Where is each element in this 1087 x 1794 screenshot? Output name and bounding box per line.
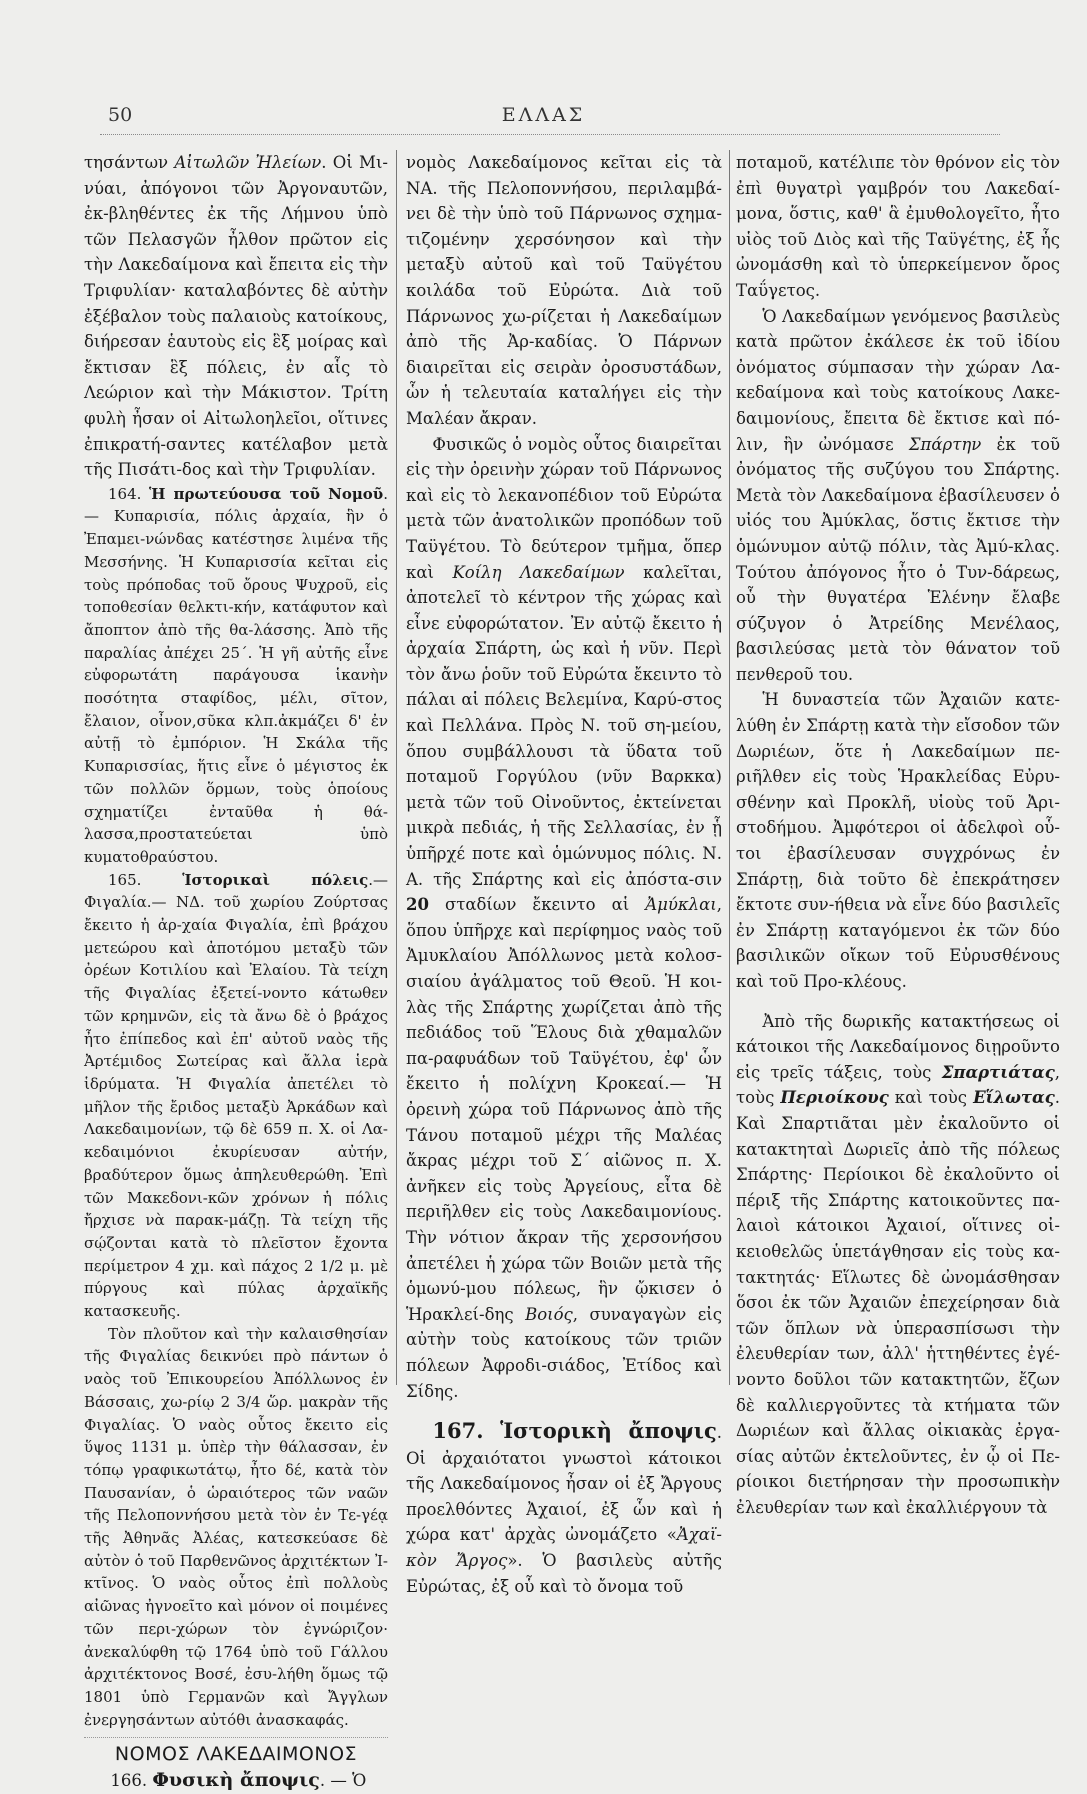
emphasis-boios: Βοιός (525, 1304, 573, 1324)
paragraph-nomos-location: νομὸς Λακεδαίμονος κεῖται εἰς τὰ ΝΑ. τῆς Πελοποννήσου, περιλαμβά-νει δὲ τὴν ὑπὸ τοῦ Πάρνωνος σχημα-τιζομένην χερσόνησον καὶ τὴν μεταξὺ αὐτοῦ καὶ τοῦ Ταϋγέτου κοιλάδα τοῦ Εὐρώτα. Διὰ τοῦ Πάρνωνος χω-ρίζεται ἡ Λακεδαίμων ἀπὸ τῆς Ἀρ-καδίας. Ὁ Πάρνων διαιρεῖται εἰς σειρὰν ὀροσυστάδων, ὧν ἡ τελευταία καταλήγει εἰς τὴν Μαλέαν ἄκραν. (406, 153, 722, 428)
column-divider-left (396, 150, 397, 1385)
section-heading: Ἡ πρωτεύουσα τοῦ Νομοῦ (149, 484, 384, 503)
section-divider (84, 1737, 388, 1738)
section-number: 166. (110, 1770, 153, 1790)
paragraph-physical-division: Φυσικῶς ὁ νομὸς οὗτος διαιρεῖται εἰς τὴν ὀρεινὴν χώραν τοῦ Πάρνωνος καὶ εἰς τὸ λεκανοπέδιον τοῦ Εὐρώτα μετὰ τῶν ἀνατολικῶν προπόδων τοῦ Ταϋγέτου. Τὸ δεύτερον τμῆμα, ὅπερ καὶ Κοίλη Λακεδαίμων καλεῖται, ἀποτελεῖ τὸ κέντρον τῆς χώρας καὶ εἶνε εὐφορώτατον. Ἐν αὐτῷ ἔκειτο ἡ ἀρχαία Σπάρτη, ὡς καὶ ἡ νῦν. Περὶ τὸν ἄνω ῥοῦν τοῦ Εὐρώτα ἔκειντο τὸ πάλαι αἱ πόλεις Βελεμίνα, Καρύ-στος καὶ Πελλάνα. Πρὸς Ν. τοῦ ση-μείου, ὅπου συμβάλλουσι τὰ ὕδατα τοῦ ποταμοῦ Γοργύλου (νῦν Βαρκκα) μετὰ τῶν τοῦ Οἰνοῦντος, ἐκτείνεται μικρὰ πεδιάς, ἡ τῆς Σελλασίας, ἐν ᾗ ὑπῆρχέ ποτε καὶ ὁμώνυμος πόλις. Ν. Α. τῆς Σπάρτης καὶ εἰς ἀπόστα-σιν 20 σταδίων ἔκειντο αἱ Ἀμύκλαι, ὅπου ὑπῆρχε καὶ περίφημος ναὸς τοῦ Ἀμυκλαίου Ἀπόλλωνος μετὰ κολοσ-σιαίου ἀγάλματος τοῦ Θεοῦ. Ἡ κοι-λὰς τῆς Σπάρτης χωρίζεται ἀπὸ τῆς πεδιάδος τοῦ Ἕλους διὰ χθαμαλῶν πα-ραφυάδων τοῦ Ταϋγέτου, ἐφ' ὧν ἔκειτο ἡ πολίχνη Κροκεαί.— Ἡ ὀρεινὴ χώρα τοῦ Πάρνωνος ἀπὸ τῆς Τάνου ποταμοῦ μέχρι τῆς Μαλέας ἄκρας μέχρι τοῦ Σ΄ αἰῶνος π. Χ. ἀνῆκεν εἰς τοὺς Ἀργείους, εἶτα δὲ περιῆλθεν εἰς τοὺς Λακεδαιμονίους. Τὴν νότιον ἄκραν τῆς χερσονήσου ἀπετέλει ἡ χώρα τῶν Βοιῶν μετὰ τῆς ὁμωνύ-μου πόλεως, ἣν ᾤκισεν ὁ Ἡρακλεί-δης Βοιός, συναγαγὼν εἰς αὐτὴν τοὺς κατοίκους τῶν τριῶν πόλεων Ἀφροδι-σιάδος, Ἐτίδος καὶ Σίδης. (406, 434, 722, 1401)
section-167: 167. Ἱστορικὴ ἄποψις. Οἱ ἀρχαιότατοι γνωστοὶ κάτοικοι τῆς Λακεδαίμονος ἦσαν οἱ ἐξ Ἄργους προελθόντες Ἀχαιοί, ἐξ ὧν καὶ ἡ χώρα κατ' ἀρχὰς ὠνομάζετο «Ἀχαϊ-κὸν Ἄργος». Ὁ βασιλεὺς αὐτῆς Εὐρώτας, ἐξ οὗ καὶ τὸ ὄνομα τοῦ (406, 1418, 722, 1596)
header-rule (100, 134, 1000, 135)
section-164: 164. Ἡ πρωτεύουσα τοῦ Νομοῦ.— Κυπαρισία, πόλις ἀρχαία, ἣν ὁ Ἐπαμει-νώνδας κατέστησε λιμένα τῆς Μεσσήνης. Ἡ Κυπαρισσία κεῖται εἰς τοὺς πρόποδας τοῦ ὄρους Ψυχροῦ, εἰς τοποθεσίαν θελκτι-κήν, κατάφυτον καὶ ἄποπτον ἀπὸ τῆς θα-λάσσης. Ἀπὸ τῆς παραλίας ἀπέχει 25΄. Ἡ γῆ αὐτῆς εἶνε εὐφορωτάτη παράγουσα ἱκανὴν ποσότητα σταφίδος, μέλι, σῖτον, ἔλαιον, οἶνον,σῦκα κλπ.ἀκμάζει δ' ἐν αὐτῇ τὸ ἐμπόριον. Ἡ Σκάλα τῆς Κυπαρισσίας, ἥτις εἶνε ὁ μέγιστος ἐκ τῶν πολλῶν ὅρμων, τοὺς ὁποίους σχηματίζει ἐνταῦθα ἡ θά-λασσα,προστατεύεται ὑπὸ κυματοθραύστου. 165. Ἱστορικαὶ πόλεις.— Φιγαλία.— ΝΔ. τοῦ χωρίου Ζούρτσας ἔκειτο ἡ ἀρ-χαία Φιγαλία, ἐπὶ βράχου μετεώρου καὶ ἀποτόμου μεταξὺ τῶν ὀρέων Κοτιλίου καὶ Ἐλαίου. Τὰ τείχη τῆς Φιγαλίας ἐξετεί-νοντο κάτωθεν τῶν κρημνῶν, εἰς τὰ ἄνω δὲ ὁ βράχος ἦτο ἐπίπεδος καὶ ἐπ' αὐτοῦ ναὸς τῆς Ἀρτέμιδος Σωτείρας καὶ ἄλλα ἱερὰ ἱδρύματα. Ἡ Φιγαλία ἀπετέλει τὸ μῆλον τῆς ἔριδος μεταξὺ Ἀρκάδων καὶ Λακεδαιμονίων, τῷ δὲ 659 π. Χ. οἱ Λα-κεδαιμόνιοι ἐκυρίευσαν αὐτήν, βραδύτερον ὅμως ἀπηλευθερώθη. Ἐπὶ τῶν Μακεδονι-κῶν χρόνων ἡ πόλις ἤρχισε νὰ παρακ-μάζῃ. Τὰ τείχη τῆς σῴζονται κατὰ τὸ πλεῖστον ἔχοντα περίμετρον 4 χμ. καὶ πάχος 2 1/2 μ. μὲ πύργους καὶ πύλας ἀρχαϊκῆς κατασκευῆς. (84, 484, 388, 1321)
nomos-section-title: ΝΟΜΟΣ ΛΑΚΕΔΑΙΜΟΝΟΣ (114, 1743, 358, 1766)
emphasis-aitoloeleioi: Αἰτωλῶν Ἠλείων (174, 153, 322, 172)
section-number: 165. (108, 870, 183, 889)
paragraph-lakedaimon-king: Ὁ Λακεδαίμων γενόμενος βασιλεὺς κατὰ πρῶτον ἐκάλεσε ἐκ τοῦ ἰδίου ὀνόματος σύμπασαν τὴν χώραν Λα-κεδαίμονα καὶ τοὺς κατοίκους Λακε-δαιμονίους, ἔπειτα δὲ ἔκτισε καὶ πό-λιν, ἣν ὠνόμασε Σπάρτην ἐκ τοῦ ὀνόματος τῆς συζύγου του Σπάρτης. Μετὰ τὸν Λακεδαίμονα ἐβασίλευσεν ὁ υἱός του Ἀμύκλας, ὅστις ἔκτισε τὴν ὁμώνυμον αὐτῷ πόλιν, τὰς Ἀμύ-κλας. Τούτου ἀπόγονος ἦτο ὁ Τυν-δάρεως, οὗ τὴν θυγατέρα Ἑλένην ἔλαβε σύζυγον ὁ Ἀτρείδης Μενέλαος, βασιλεύσας μετὰ τὸν θάνατον τοῦ πενθεροῦ του. (736, 306, 1061, 684)
paragraph-achaean-dynasty: Ἡ δυναστεία τῶν Ἀχαιῶν κατε-λύθη ἐν Σπάρτῃ κατὰ τὴν εἴσοδον τῶν Δωριέων, ὅτε ἡ Λακεδαίμων πε-ριῆλθεν εἰς τοὺς Ἡρακλείδας Εὐρυ-σθένην καὶ Προκλῆ, υἱοὺς τοῦ Ἀρι-στοδήμου. Ἀμφότεροι οἱ ἀδελφοὶ οὗ-τοι ἐβασίλευσαν συγχρόνως ἐν Σπάρτῃ, διὰ τοῦτο δὲ ἐπεκράτησεν ἔκτοτε συν-ήθεια νὰ εἶνε δύο βασιλεῖς ἐν Σπάρτῃ καταγόμενοι ἐκ τῶν δύο βασιλικῶν οἴκων τοῦ Εὐρυσθένους καὶ τοῦ Προ-κλέους. (736, 690, 1060, 991)
running-title: ΕΛΛΑΣ (501, 104, 586, 126)
emphasis-heilotes: Εἵλωτας (973, 1088, 1055, 1108)
emphasis-koile-lakedaimon: Κοίλη Λακεδαίμων (452, 562, 625, 582)
paragraph-taygetos: ποταμοῦ, κατέλιπε τὸν θρόνον εἰς τὸν ἐπὶ θυγατρὶ γαμβρόν του Λακεδαί-μονα, ὅστις, καθ' ἃ ἐμυθολογεῖτο, ἦτο υἱὸς τοῦ Διὸς καὶ τῆς Ταϋγέτης, ἐξ ἧς ὠνομάσθη καὶ τὸ ὑπερκείμενον ὄρος Ταΰγετος. (736, 153, 1060, 300)
paragraph-minyans: τησάντων Αἰτωλῶν Ἠλείων. Οἱ Μι-νύαι, ἀπόγονοι τῶν Ἀργοναυτῶν, ἐκ-βληθέντες ἐκ τῆς Λήμνου ὑπὸ τῶν Πελασγῶν ἦλθον πρῶτον εἰς τὴν Λακεδαίμονα καὶ ἔπειτα εἰς τὴν Τριφυλίαν· καταλαβόντες δὲ αὐτὴν ἐξέβαλον τοὺς παλαιοὺς κατοίκους, διήρεσαν ἑαυτοὺς εἰς ἓξ μοίρας καὶ ἔκτισαν ἓξ πόλεις, ἐν αἷς τὸ Λεώριον καὶ τὴν Μάκιστον. Τρίτη φυλὴ ἦσαν οἱ Αἰτωλοηλεῖοι, οἵτινες ἐπικρατή-σαντες κατέλαβον μετὰ τῆς Πισάτι-δος καὶ τὴν Τριφυλίαν. (84, 153, 388, 480)
emphasis-sparti: Σπάρτην (908, 434, 982, 454)
section-number: 167. (432, 1418, 501, 1444)
column-right (736, 150, 1061, 1517)
column-left: τησάντων Αἰτωλῶν Ἠλείων. Οἱ Μι-νύαι, ἀπόγονοι τῶν Ἀργοναυτῶν, ἐκ-βληθέντες ἐκ τῆς Λήμνου ὑπὸ τῶν Πελασγῶν ἦλθον πρῶτον εἰς τὴν Λακεδαίμονα καὶ ἔπειτα εἰς τὴν Τριφυλίαν· καταλαβόντες δὲ αὐτὴν ἐξέβαλον τοὺς παλαιοὺς κατοίκους, διήρεσαν ἑαυτοὺς εἰς ἓξ μοίρας καὶ ἔκτισαν ἓξ πόλεις, ἐν αἷς τὸ Λεώριον καὶ τὴν Μάκιστον. Τρίτη φυλὴ ἦσαν οἱ Αἰτωλοηλεῖοι, οἵτινες ἐπικρατή-σαντες κατέλαβον μετὰ τῆς Πισάτι-δος καὶ τὴν Τριφυλίαν. 164. Ἡ πρωτεύουσα τοῦ Νομοῦ.— Κυπαρισία, πόλις ἀρχαία, ἣν ὁ Ἐπαμει-νώνδας κατέστησε λιμένα τῆς Μεσσήνης. Ἡ Κυπαρισσία κεῖται εἰς τοὺς πρόποδας τοῦ ὄρους Ψυχροῦ, εἰς τοποθεσίαν θελκτι-κήν, κατάφυτον καὶ ἄποπτον ἀπὸ τῆς θα-λάσσης. Ἀπὸ τῆς παραλίας ἀπέχει 25΄. Ἡ γῆ αὐτῆς εἶνε εὐφορωτάτη παράγουσα ἱκανὴν ποσότητα σταφίδος, μέλι, σῖτον, ἔλαιον, οἶνον,σῦκα κλπ.ἀκμάζει δ' ἐν αὐτῇ τὸ ἐμπόριον. Ἡ Σκάλα τῆς Κυπαρισσίας, ἥτις εἶνε ὁ μέγιστος ἐκ τῶν πολλῶν ὅρμων, τοὺς ὁποίους σχηματίζει ἐνταῦθα ἡ θά-λασσα,προστατεύεται ὑπὸ κυματοθραύστου. 165. Ἱστορικαὶ πόλεις.— Φιγαλία.— ΝΔ. τοῦ χωρίου Ζούρτσας ἔκειτο ἡ ἀρ-χαία Φιγαλία, ἐπὶ βράχου μετεώρου καὶ ἀποτόμου μεταξὺ τῶν ὀρέων Κοτιλίου καὶ Ἐλαίου. Τὰ τείχη τῆς Φιγαλίας ἐξετεί-νοντο κάτωθεν τῶν κρημνῶν, εἰς τὰ ἄνω δὲ ὁ βράχος ἦτο ἐπίπεδος καὶ ἐπ' αὐτοῦ ναὸς τῆς Ἀρτέμιδος Σωτείρας καὶ ἄλλα ἱερὰ ἱδρύματα. Ἡ Φιγαλία ἀπετέλει τὸ μῆλον τῆς ἔριδος μεταξὺ Ἀρκάδων καὶ Λακεδαιμονίων, τῷ δὲ 659 π. Χ. οἱ Λα-κεδαιμόνιοι ἐκυρίευσαν αὐτήν, βραδύτερον ὅμως ἀπηλευθερώθη. Ἐπὶ τῶν Μακεδονι-κῶν χρόνων ἡ πόλις ἤρχισε νὰ παρακ-μάζῃ. Τὰ τείχη τῆς σῴζονται κατὰ τὸ πλεῖστον ἔχοντα περίμετρον 4 χμ. καὶ πάχος 2 1/2 μ. μὲ πύργους καὶ πύλας ἀρχαϊκῆς κατασκευῆς. Τὸν πλοῦτον καὶ τὴν καλαισθησίαν τῆς Φιγαλίας δεικνύει πρὸ πάντων ὁ ναὸς τοῦ Ἐπικουρείου Ἀπόλλωνος ἐν Βάσσαις, χω-ρίῳ 2 3/4 ὥρ. μακρὰν τῆς Φιγαλίας. Ὁ ναὸς οὗτος ἔκειτο εἰς ὕψος 1131 μ. ὑπὲρ τὴν θάλασσαν, ἐν τόπῳ γραφικωτάτῳ, ἦτο δέ, κατὰ τὸν Παυσανίαν, ὁ ὡραιότερος τῶν ναῶν τῆς Πελοποννήσου μετὰ τὸν ἐν Τε-γέᾳ τῆς Ἀθηνᾶς Ἀλέας, κατεσκεύασε δὲ αὐτὸν ὁ τοῦ Παρθενῶνος ἀρχιτέκτων Ἰ-κτῖνος. Ὁ ναὸς οὗτος ἐπὶ πολλοὺς αἰῶνας ἠγνοεῖτο καὶ μόνον οἱ ποιμένες τῶν περι-χώρων τὸν ἐγνώριζον· ἀνεκαλύφθη τῷ 1764 ὑπὸ τοῦ Γάλλου ἀρχιτέκτονος Βοσέ, ἐσυ-λήθη ὅμως τῷ 1801 ὑπὸ Γερμανῶν καὶ Ἄγγλων ἐνεργησάντων αὐτόθι ἀνασκαφάς. ΝΟΜΟΣ ΛΑΚΕΔΑΙΜΟΝΟΣ 166. Φυσικὴ ἄποψις. — Ὁ (84, 150, 388, 1385)
paragraph-temple-bassae: Τὸν πλοῦτον καὶ τὴν καλαισθησίαν τῆς Φιγαλίας δεικνύει πρὸ πάντων ὁ ναὸς τοῦ Ἐπικουρείου Ἀπόλλωνος ἐν Βάσσαις, χω-ρίῳ 2 3/4 ὥρ. μακρὰν τῆς Φιγαλίας. Ὁ ναὸς οὗτος ἔκειτο εἰς ὕψος 1131 μ. ὑπὲρ τὴν θάλασσαν, ἐν τόπῳ γραφικωτάτῳ, ἦτο δέ, κατὰ τὸν Παυσανίαν, ὁ ὡραιότερος τῶν ναῶν τῆς Πελοποννήσου μετὰ τὸν ἐν Τε-γέᾳ τῆς Ἀθηνᾶς Ἀλέας, κατεσκεύασε δὲ αὐτὸν ὁ τοῦ Παρθενῶνος ἀρχιτέκτων Ἰ-κτῖνος. Ὁ ναὸς οὗτος ἐπὶ πολλοὺς αἰῶνας ἠγνοεῖτο καὶ μόνον οἱ ποιμένες τῶν περι-χώρων τὸν ἐγνώριζον· ἀνεκαλύφθη τῷ 1764 ὑπὸ τοῦ Γάλλου ἀρχιτέκτονος Βοσέ, ἐσυ-λήθη ὅμως τῷ 1801 ὑπὸ Γερμανῶν καὶ Ἄγγλων ἐνεργησάντων αὐτόθι ἀνασκαφάς. (84, 1324, 388, 1729)
emphasis-amyklai: Ἀμύκλαι (645, 895, 717, 915)
column-middle (406, 150, 722, 1596)
emphasis-achaikon-argos: Ἀχαϊ-κὸν Ἄργος (406, 1525, 722, 1571)
emphasis-perioikoi: Περιοίκους (780, 1088, 889, 1108)
emphasis-spartiates: Σπαρτιάτας (941, 1062, 1055, 1082)
column-divider-right (729, 150, 730, 1385)
paragraph-social-classes: Ἀπὸ τῆς δωρικῆς κατακτήσεως οἱ κάτοικοι τῆς Λακεδαίμονος διῃροῦντο εἰς τρεῖς τάξεις, τοὺς Σπαρτιάτας, τοὺς Περιοίκους καὶ τοὺς Εἵλωτας. Καὶ Σπαρτιᾶται μὲν ἐκαλοῦντο οἱ κατακτηταὶ Δωριεῖς ἀπὸ τῆς πόλεως Σπάρτης· Περίοικοι δὲ ἐκαλοῦντο οἱ πέριξ τῆς Σπάρτης κατοικοῦντες πα-λαιοὶ κάτοικοι Ἀχαιοί, οἵτινες οἰ-κειοθελῶς ὑπετάγθησαν εἰς τοὺς κα-τακτητάς· Εἵλωτες δὲ ὠνομάσθησαν ὅσοι ἐκ τῶν Ἀχαιῶν ἐπεχείρησαν διὰ τῶν ὅπλων νὰ ὑπερασπίσωσι τὴν ἐλευθερίαν των, ἀλλ' ἡττηθέντες ἐγέ-νοντο δοῦλοι τῶν κατακτητῶν, ἔζων δὲ καλλιεργοῦντες τὰ κτήματα τῶν Δωριέων καὶ ἄλλας οἰκιακὰς ἐργα-σίας αὐτῶν ἐκτελοῦντες, ἐν ᾧ οἱ Πε-ρίοικοι διετήρησαν τὴν προσωπικὴν ἐλευθερίαν των καὶ ἐκαλλιέργουν τὰ (736, 1011, 1060, 1517)
section-number: 164. (108, 484, 150, 503)
section-heading: Φυσικὴ ἄποψις (152, 1768, 320, 1791)
page-number: 50 (108, 104, 133, 126)
section-heading: Ἱστορικαὶ πόλεις (182, 870, 369, 889)
section-heading: Ἱστορικὴ ἄποψις (500, 1418, 717, 1444)
